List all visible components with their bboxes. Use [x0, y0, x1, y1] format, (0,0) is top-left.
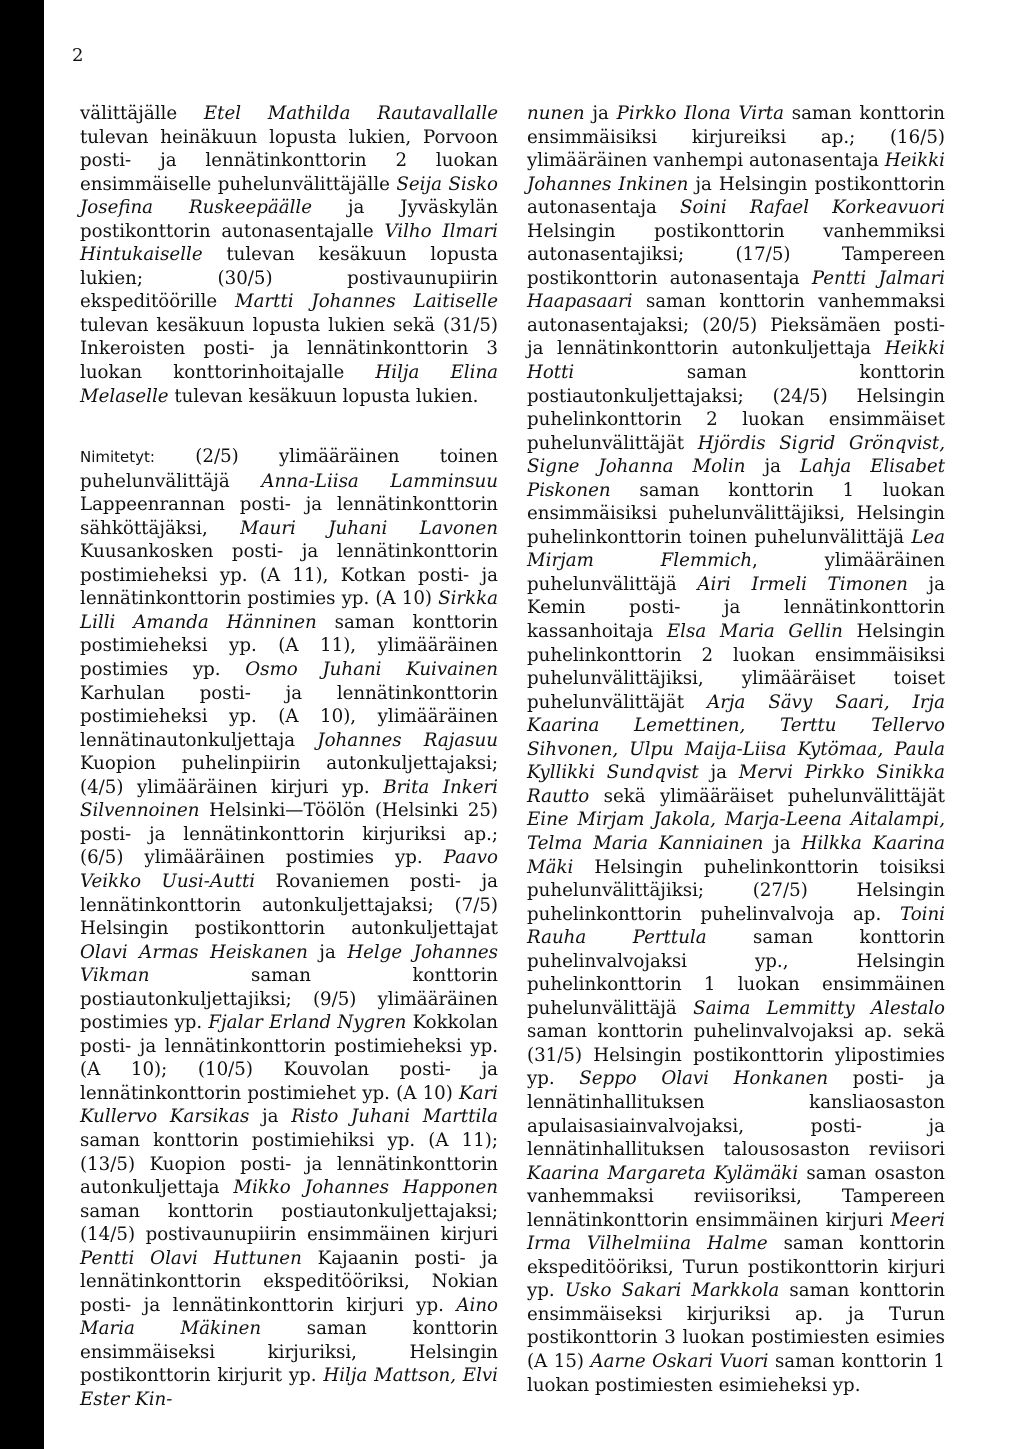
- scan-edge-border: [0, 0, 44, 1449]
- left-text-column: [80, 102, 498, 1412]
- page-number: 2: [72, 45, 84, 66]
- right-paragraph-1: nunen ja Pirkko Ilona Virta saman konttorin ensimmäisiksi kirjureiksi ap.; (16/5) ylimääräinen vanhempi autonasentaja Heikki Johannes Inkinen ja Helsingin postikonttorin autonasentaja Soini Rafael Korkeavuori Helsingin postikonttorin vanhemmiksi autonasentajiksi; (17/5) Tampereen postikonttorin autonasentaja Pentti Jalmari Haapasaari saman konttorin vanhemmaksi autonasentajaksi; (20/5) Pieksämäen posti- ja lennätinkonttorin autonkuljettaja Heikki Hotti saman konttorin postiautonkuljettajaksi; (24/5) Helsingin puhelinkonttorin 2 luokan ensimmäiset puhelunvälittäjät Hjördis Sigrid Grönqvist, Signe Johanna Molin ja Lahja Elisabet Piskonen saman konttorin 1 luokan ensimmäisiksi puhelunvälittäjiksi, Helsingin puhelinkonttorin toinen puhelunvälittäjä Lea Mirjam Flemmich, ylimääräinen puhelunvälittäjä Airi Irmeli Timonen ja Kemin posti- ja lennätinkonttorin kassanhoitaja Elsa Maria Gellin Helsingin puhelinkonttorin 2 luokan ensimmäisiksi puhelunvälittäjiksi, ylimääräiset toiset puhelunvälittäjät Arja Sävy Saari, Irja Kaarina Lemettinen, Terttu Tellervo Sihvonen, Ulpu Maija-Liisa Kytömaa, Paula Kyllikki Sundqvist ja Mervi Pirkko Sinikka Rautto sekä ylimääräiset puhelunvälittäjät Eine Mirjam Jakola, Marja-Leena Aitalampi, Telma Maria Kanniainen ja Hilkka Kaarina Mäki Helsingin puhelinkonttorin toisiksi puhelunvälittäjiksi; (27/5) Helsingin puhelinkonttorin puhelinvalvoja ap. Toini Rauha Perttula saman konttorin puhelinvalvojaksi yp., Helsingin puhelinkonttorin 1 luokan ensimmäinen puhelunvälittäjä Saima Lemmitty Alestalo saman konttorin puhelinvalvojaksi ap. sekä (31/5) Helsingin postikonttorin ylipostimies yp. Seppo Olavi Honkanen posti- ja lennätinhallituksen kansliaosaston apulaisasiainvalvojaksi, posti- ja lennätinhallituksen talousosaston reviisori Kaarina Margareta Kylämäki saman osaston vanhemmaksi reviisoriksi, Tampereen lennätinkonttorin ensimmäinen kirjuri Meeri Irma Vilhelmiina Halme saman konttorin ekspeditööriksi, Turun postikonttorin kirjuri yp. Usko Sakari Markkola saman konttorin ensimmäiseksi kirjuriksi ap. ja Turun postikonttorin 3 luokan postimiesten esimies (A 15) Aarne Oskari Vuori saman konttorin 1 luokan postimiesten esimieheksi yp.: [527, 103, 946, 1396]
- left-paragraph-1: välittäjälle Etel Mathilda Rautavallalle tulevan heinäkuun lopusta lukien, Porvoon posti- ja lennätinkonttorin 2 luokan ensimmäiselle puhelunvälittäjälle Seija Sisko Josefina Ruskeepäälle ja Jyväskylän postikonttorin autonasentajalle Vilho Ilmari Hintukaiselle tulevan kesäkuun lopusta lukien; (30/5) postivaunupiirin ekspeditöörille Martti Johannes Laitiselle tulevan kesäkuun lopusta lukien sekä (31/5) Inkeroisten posti- ja lennätinkonttorin 3 luokan konttorinhoitajalle Hilja Elina Melaselle tulevan kesäkuun lopusta lukien.: [80, 103, 499, 407]
- left-paragraph-2: [80, 445, 498, 1411]
- appointments-text: (2/5) ylimääräinen toinen puhelunvälittäjä Anna-Liisa Lamminsuu Lappeenrannan posti- ja lennätinkonttorin sähköttäjäksi, Mauri Juhani Lavonen Kuusankosken posti- ja lennätinkonttorin postimieheksi yp. (A 11), Kotkan posti- ja lennätinkonttorin postimies yp. (A 10) Sirkka Lilli Amanda Hänninen saman konttorin postimieheksi yp. (A 11), ylimääräinen postimies yp. Osmo Juhani Kuivainen Karhulan posti- ja lennätinkonttorin postimieheksi yp. (A 10), ylimääräinen lennätinautonkuljettaja Johannes Rajasuu Kuopion puhelinpiirin autonkuljettajaksi; (4/5) ylimääräinen kirjuri yp. Brita Inkeri Silvennoinen Helsinki—Töölön (Helsinki 25) posti- ja lennätinkonttorin kirjuriksi ap.; (6/5) ylimääräinen postimies yp. Paavo Veikko Uusi-Autti Rovaniemen posti- ja lennätinkonttorin autonkuljettajaksi; (7/5) Helsingin postikonttorin autonkuljettajat Olavi Armas Heiskanen ja Helge Johannes Vikman saman konttorin postiautonkuljettajiksi; (9/5) ylimääräinen postimies yp. Fjalar Erland Nygren Kokkolan posti- ja lennätinkonttorin postimieheksi yp. (A 10); (10/5) Kouvolan posti- ja lennätinkonttorin postimiehet yp. (A 10) Kari Kullervo Karsikas ja Risto Juhani Marttila saman konttorin postimiehiksi yp. (A 11); (13/5) Kuopion posti- ja lennätinkonttorin autonkuljettaja Mikko Johannes Happonen saman konttorin postiautonkuljettajaksi; (14/5) postivaunupiirin ensimmäinen kirjuri Pentti Olavi Huttunen Kajaanin posti- ja lennätinkonttorin ekspeditööriksi, Nokian posti- ja lennätinkonttorin kirjuri yp. Aino Maria Mäkinen saman konttorin ensimmäiseksi kirjuriksi, Helsingin postikonttorin kirjurit yp. Hilja Mattson, Elvi Ester Kin-: [80, 446, 498, 1410]
- right-text-column: [527, 102, 945, 1397]
- section-heading-nimitetyt: Nimitetyt:: [80, 448, 155, 467]
